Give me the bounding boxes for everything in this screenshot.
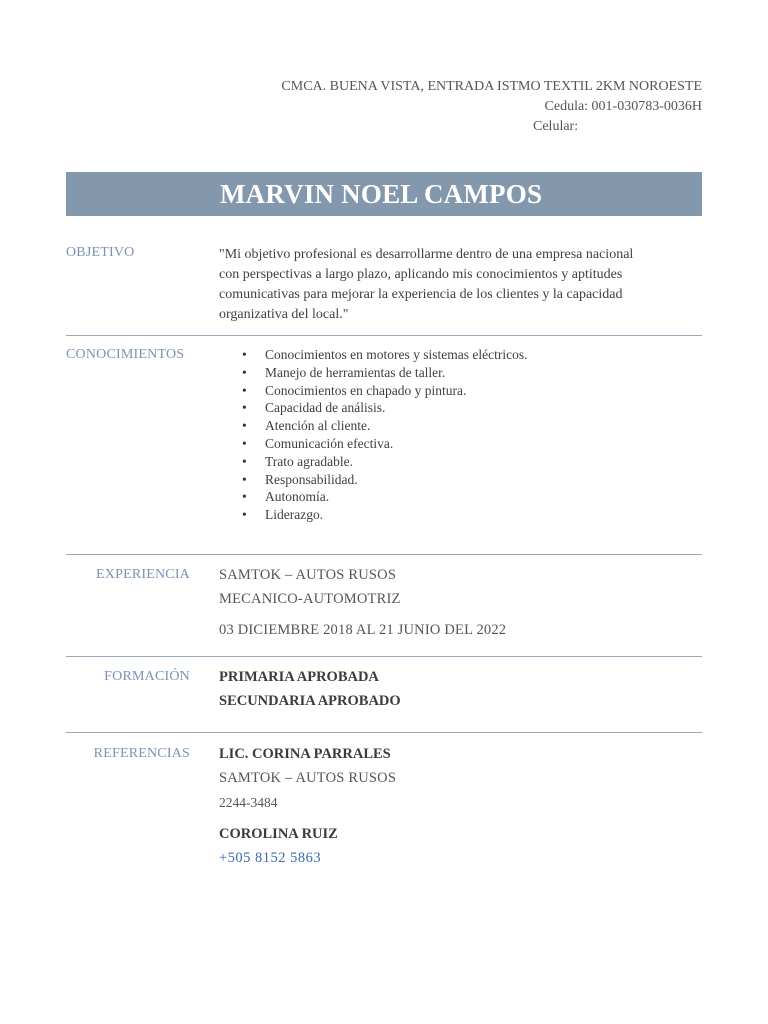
education-item: SECUNDARIA APROBADO bbox=[219, 693, 401, 709]
objetivo-line: "Mi objetivo profesional es desarrollarme dentro de una empresa nacional bbox=[219, 247, 634, 262]
section-conocimientos bbox=[66, 346, 702, 526]
experiencia-content bbox=[219, 566, 679, 646]
section-formacion bbox=[66, 668, 702, 724]
list-item: • Liderazgo. bbox=[220, 506, 680, 524]
list-item: • Conocimientos en chapado y pintura. bbox=[220, 382, 680, 400]
address-text: CMCA. BUENA VISTA, ENTRADA ISTMO TEXTIL 2KM NOROESTE bbox=[281, 79, 702, 94]
section-experiencia bbox=[66, 566, 702, 646]
list-item: • Conocimientos en motores y sistemas eléctricos. bbox=[220, 346, 680, 364]
referencias-label: REFERENCIAS bbox=[93, 746, 190, 761]
company-name: SAMTOK – AUTOS RUSOS bbox=[219, 567, 397, 583]
experiencia-label: EXPERIENCIA bbox=[96, 567, 190, 582]
reference-name: LIC. CORINA PARRALES bbox=[219, 746, 391, 762]
cedula-text: Cedula: 001-030783-0036H bbox=[544, 99, 702, 114]
objetivo-label: OBJETIVO bbox=[66, 245, 135, 260]
section-objetivo bbox=[66, 245, 702, 325]
skills-list bbox=[220, 346, 680, 524]
divider bbox=[66, 656, 702, 657]
section-referencias bbox=[66, 745, 702, 875]
objetivo-text bbox=[219, 245, 679, 325]
objetivo-line: con perspectivas a largo plazo, aplicando mis conocimientos y aptitudes bbox=[219, 267, 623, 282]
conocimientos-label: CONOCIMIENTOS bbox=[66, 347, 185, 362]
celular-text: Celular: bbox=[533, 119, 579, 134]
list-item: • Manejo de herramientas de taller. bbox=[220, 364, 680, 382]
reference-company: SAMTOK – AUTOS RUSOS bbox=[219, 770, 397, 786]
list-item: • Responsabilidad. bbox=[220, 471, 680, 489]
job-title: MECANICO-AUTOMOTRIZ bbox=[219, 591, 401, 607]
divider bbox=[66, 335, 702, 336]
list-item: • Atención al cliente. bbox=[220, 417, 680, 435]
objetivo-line: comunicativas para mejorar la experiencia de los clientes y la capacidad bbox=[219, 287, 623, 302]
divider bbox=[66, 732, 702, 733]
formacion-content bbox=[219, 668, 679, 724]
divider bbox=[66, 554, 702, 555]
job-period: 03 DICIEMBRE 2018 AL 21 JUNIO DEL 2022 bbox=[219, 622, 507, 638]
list-item: • Trato agradable. bbox=[220, 453, 680, 471]
formacion-label: FORMACIÓN bbox=[104, 669, 190, 684]
list-item: • Comunicación efectiva. bbox=[220, 435, 680, 453]
education-item: PRIMARIA APROBADA bbox=[219, 669, 379, 685]
objetivo-line: organizativa del local." bbox=[219, 307, 349, 322]
list-item: • Capacidad de análisis. bbox=[220, 399, 680, 417]
contact-block bbox=[281, 77, 702, 137]
person-name: MARVIN NOEL CAMPOS bbox=[220, 179, 543, 209]
referencias-content bbox=[219, 745, 679, 875]
reference-phone: 2244-3484 bbox=[219, 795, 278, 810]
reference-name: COROLINA RUIZ bbox=[219, 826, 338, 842]
reference-phone-link[interactable]: +505 8152 5863 bbox=[219, 850, 322, 866]
name-banner bbox=[66, 172, 702, 216]
list-item: • Autonomía. bbox=[220, 488, 680, 506]
